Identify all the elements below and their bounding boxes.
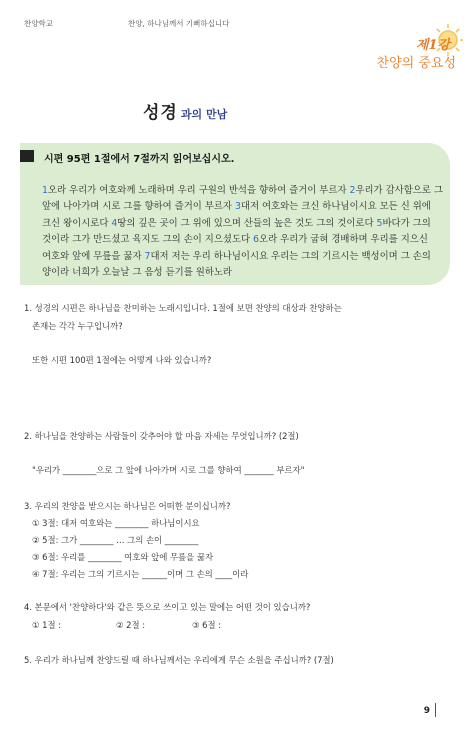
question-3-item-3: ③ 6절: 우리를 ________ 여호와 앞에 무릎을 꿇자 bbox=[32, 552, 214, 562]
question-2-fill: "우리가 ________으로 그 앞에 나아가며 시로 그를 향하여 _______ 부르자" bbox=[32, 465, 305, 475]
verse-text: 대저 저는 우리 하나님이시요 우리는 그의 기르시는 백성이며 그 손의 양이라 너희가 오늘날 그 음성 듣기를 원하노라 bbox=[42, 250, 431, 279]
verse-number: 2 bbox=[349, 185, 356, 196]
verse-text: 우리가 감사함으로 그 앞에 나아가며 시로 그를 향하여 즐거이 부르자 bbox=[42, 185, 443, 213]
question-4: 4. 본문에서 '찬양하다'와 같은 뜻으로 쓰이고 있는 말에는 어떤 것이 있습니까? bbox=[24, 602, 311, 612]
passage-text bbox=[42, 183, 446, 281]
verse-number: 6 bbox=[253, 234, 260, 246]
running-header-book: 찬양학교 bbox=[24, 19, 53, 28]
section-title bbox=[143, 98, 227, 123]
verse-text: 바다가 그의 것이라 그가 만드셨고 육지도 그의 손이 지으셨도다 bbox=[42, 217, 431, 246]
question-5: 5. 우리가 하나님께 찬양드릴 때 하나님께서는 우리에게 무슨 소원을 주십니까? (7절) bbox=[24, 655, 334, 665]
section-title-sub: 과의 만남 bbox=[180, 108, 228, 121]
verse-number: 5 bbox=[376, 217, 383, 229]
page-number: 9 bbox=[423, 706, 430, 716]
question-2: 2. 하나님을 찬양하는 사람들이 갖추어야 할 마음 자세는 무엇입니까? (2절) bbox=[24, 431, 299, 441]
verse-number: 1 bbox=[42, 185, 48, 196]
page-number-divider bbox=[435, 703, 436, 717]
verse-number: 3 bbox=[234, 201, 241, 213]
verse-text: 오라 우리가 여호와께 노래하며 우리 구원의 반석을 향하여 즐거이 부르자 bbox=[47, 185, 350, 196]
verse-text: 대저 여호와는 크신 하나님이시요 모든 신 위에 크신 왕이시로다 bbox=[42, 201, 431, 229]
question-1-cont: 존재는 각각 누구입니까? bbox=[32, 321, 123, 331]
verse-text: 오라 우리가 굽혀 경배하며 우리를 지으신 여호와 앞에 무릎을 꿇자 bbox=[42, 234, 428, 262]
passage-heading: 시편 95편 1절에서 7절까지 읽어보십시오. bbox=[44, 154, 235, 165]
question-3: 3. 우리의 찬양을 받으시는 하나님은 어떠한 분이십니까? bbox=[24, 501, 231, 511]
question-3-item-1: ① 3절: 대저 여호와는 ________ 하나님이시요 bbox=[32, 518, 200, 528]
heading-marker bbox=[20, 150, 34, 162]
running-header-chapter: 찬양, 하나님께서 기뻐하십니다 bbox=[128, 19, 230, 28]
verse-number: 4 bbox=[111, 217, 118, 229]
question-4-item-1: ① 1절 : bbox=[32, 620, 62, 630]
question-1-followup: 또한 시편 100편 1절에는 어떻게 나와 있습니까? bbox=[32, 355, 212, 365]
question-3-item-2: ② 5절: 그가 ________ … 그의 손이 ________ bbox=[32, 535, 199, 545]
question-3-item-4: ④ 7절: 우리는 그의 기르시는 ______이며 그 손의 ____이라 bbox=[32, 569, 249, 579]
chapter-title: 찬양의 중요성 bbox=[376, 56, 456, 71]
question-4-item-3: ③ 6절 : bbox=[192, 620, 222, 630]
question-1: 1. 성경의 시편은 하나님을 찬미하는 노래시입니다. 1절에 보면 찬양의 대상과 찬양하는 bbox=[24, 303, 342, 313]
verse-text: 땅의 깊은 곳이 그 위에 있으며 산들의 높은 것도 그의 것이로다 bbox=[117, 217, 377, 229]
question-4-item-2: ② 2절 : bbox=[116, 620, 146, 630]
section-title-main: 성경 bbox=[143, 103, 178, 123]
verse-number: 7 bbox=[144, 250, 151, 262]
chapter-number: 제1강 bbox=[415, 38, 450, 53]
